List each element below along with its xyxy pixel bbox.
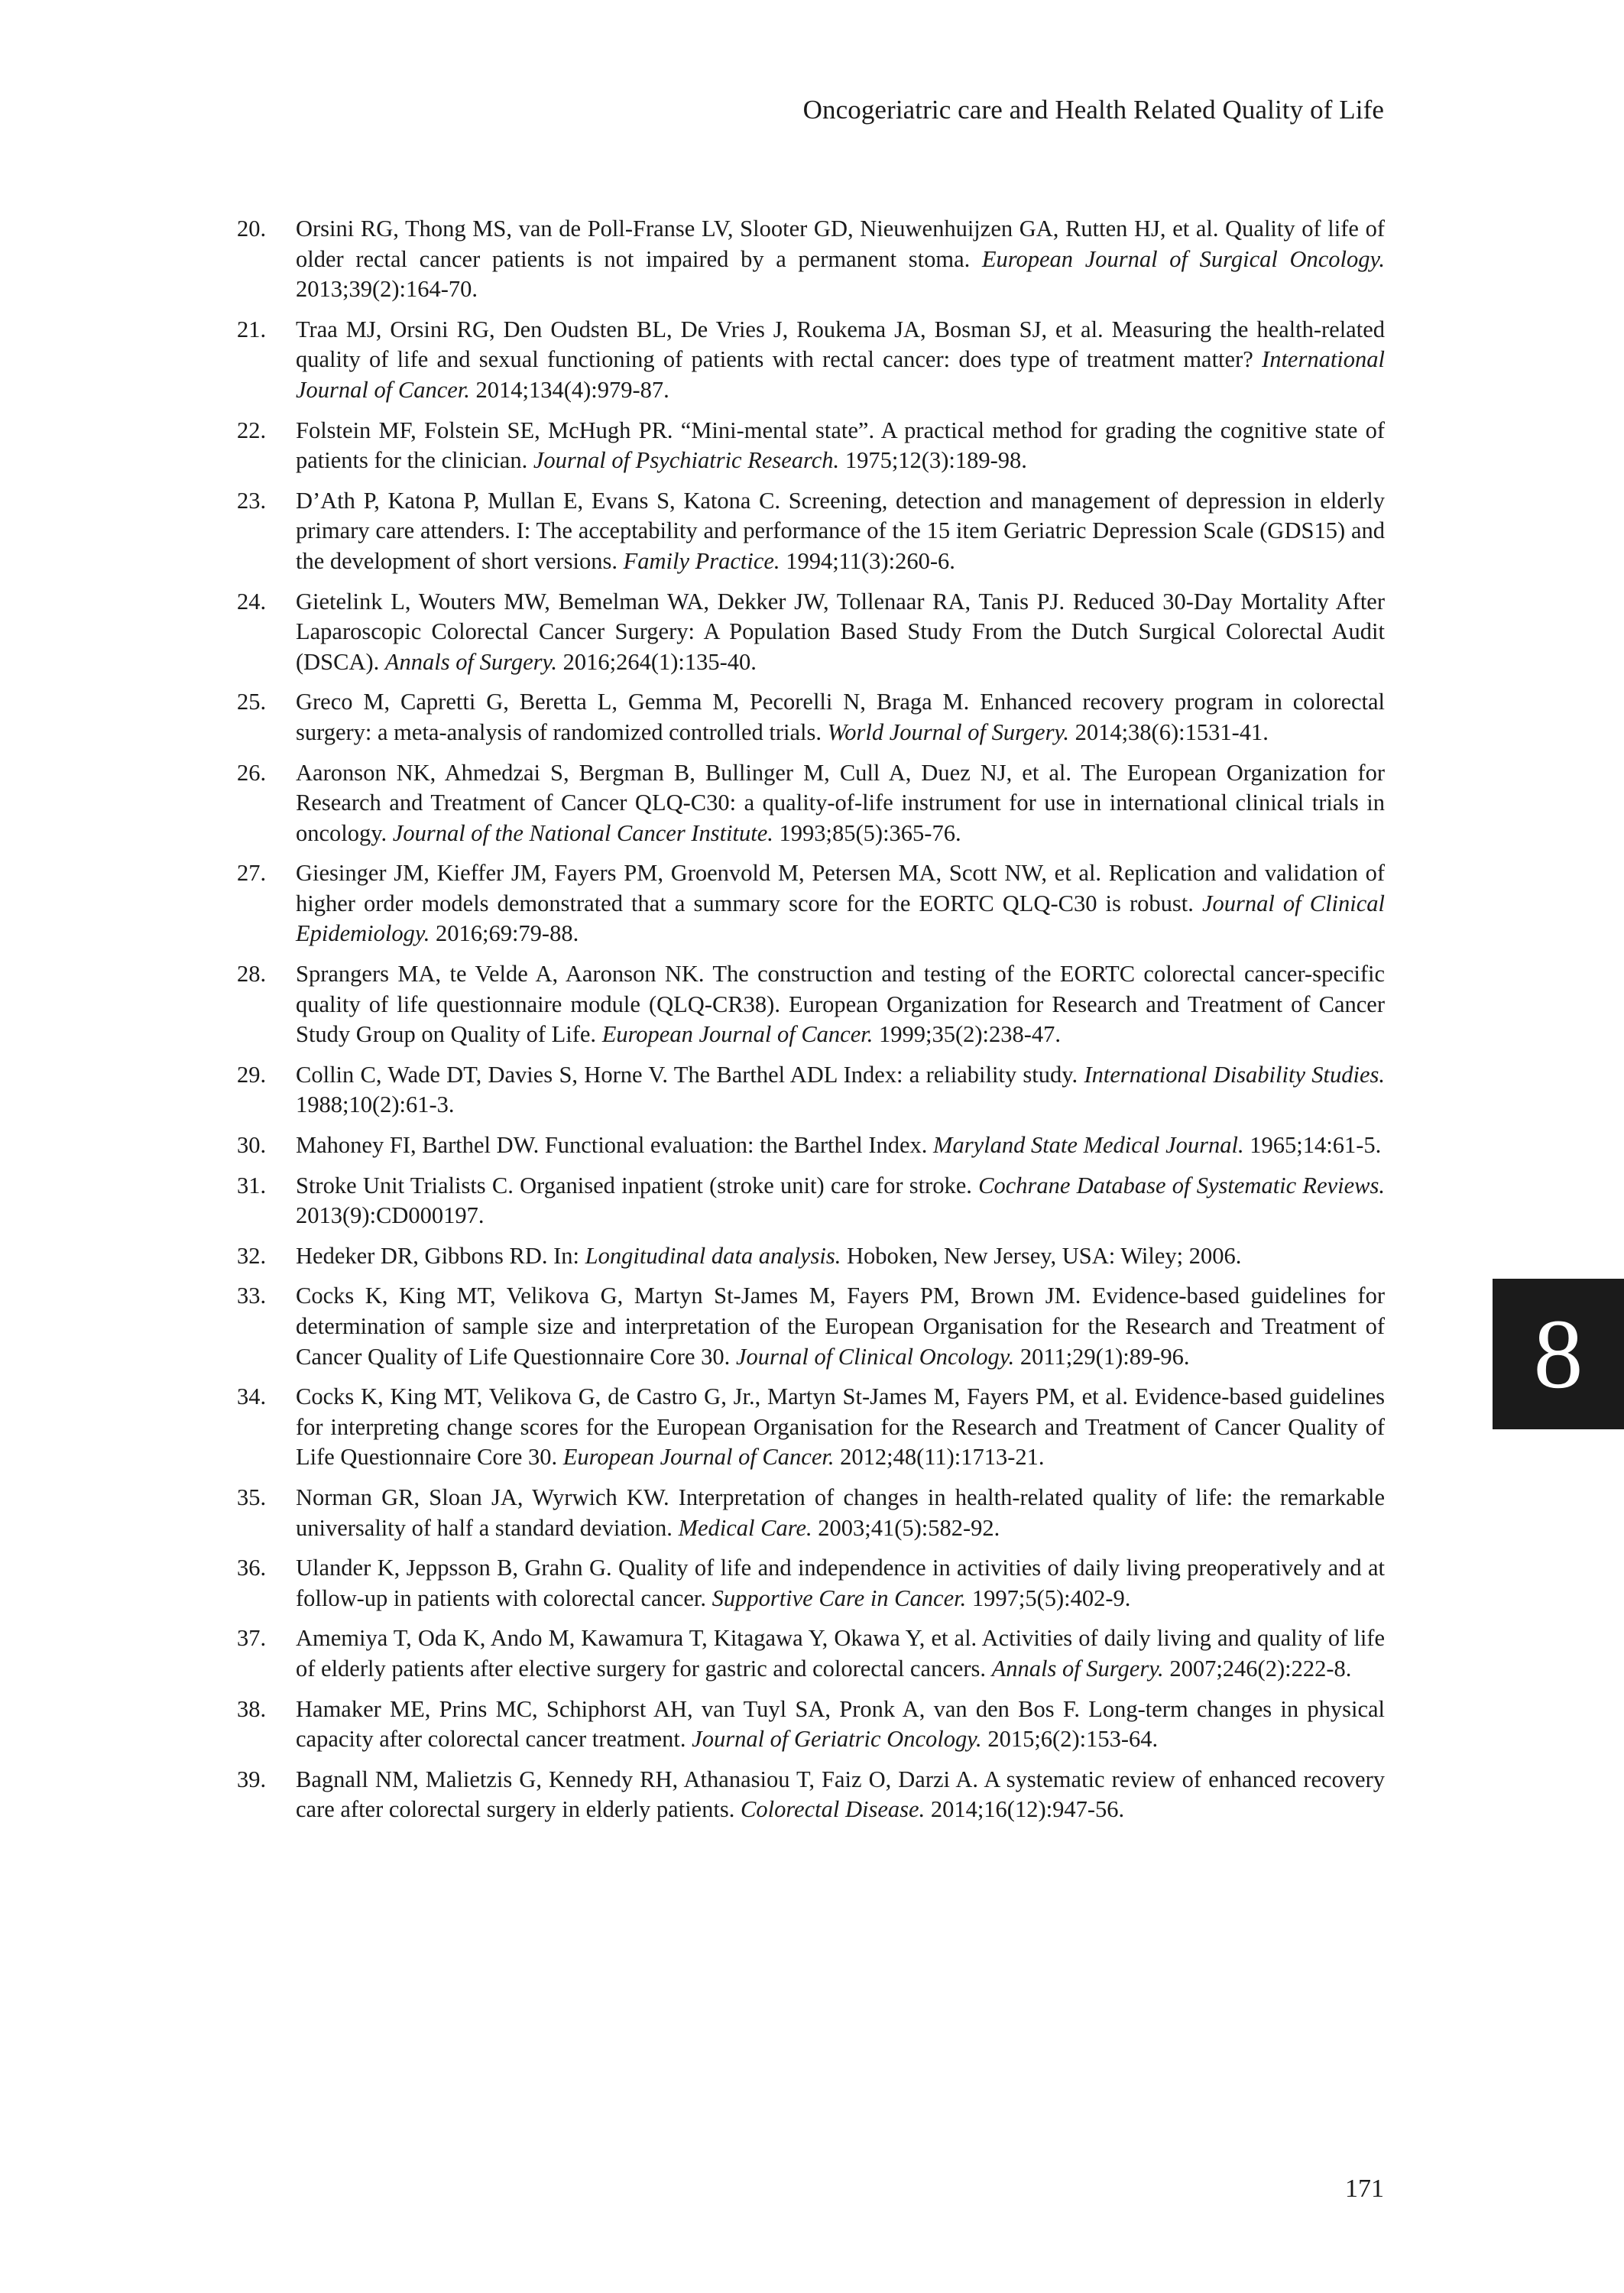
reference-number: 26. xyxy=(237,759,267,786)
reference-number: 23. xyxy=(237,487,267,514)
reference-authors-title: Giesinger JM, Kieffer JM, Fayers PM, Groenvold M, Petersen MA, Scott NW, et al. Replication and validation of higher order models demonstrated that a summary score for the EORTC QLQ-C30 is robust. xyxy=(296,860,1385,916)
reference-authors-title: Hedeker DR, Gibbons RD. In: xyxy=(296,1242,585,1269)
reference-number: 30. xyxy=(237,1132,267,1159)
reference-number: 33. xyxy=(237,1283,267,1309)
reference-authors-title: Traa MJ, Orsini RG, Den Oudsten BL, De Vries J, Roukema JA, Bosman SJ, et al. Measuring the health-related quality of life and sexual functioning of patients with rectal cancer: does type of treatment matter? xyxy=(296,316,1385,373)
reference-journal: European Journal of Surgical Oncology. xyxy=(981,245,1386,272)
reference-journal: Journal of Clinical Oncology. xyxy=(735,1343,1015,1370)
reference-citation: 2011;29(1):89-96. xyxy=(1014,1343,1190,1370)
reference-citation: 2007;246(2):222-8. xyxy=(1163,1655,1352,1682)
reference-authors-title: Hamaker ME, Prins MC, Schiphorst AH, van Tuyl SA, Pronk A, van den Bos F. Long-term changes in physical capacity after colorectal cancer treatment. xyxy=(296,1695,1385,1753)
reference-authors-title: D’Ath P, Katona P, Mullan E, Evans S, Katona C. Screening, detection and management of depression in elderly primary care attenders. I: The acceptability and performance of the 15 item Geriatric Depression Scale (GDS15) and the development of short versions. xyxy=(296,487,1385,574)
reference-journal: Maryland State Medical Journal. xyxy=(933,1132,1244,1159)
reference-authors-title: Ulander K, Jeppsson B, Grahn G. Quality of life and independence in activities of daily living preoperatively and at follow-up in patients with colorectal cancer. xyxy=(296,1555,1385,1611)
reference-item xyxy=(237,1130,1385,1161)
running-header: Oncogeriatric care and Health Related Quality of Life xyxy=(802,95,1384,125)
reference-authors-title: Collin C, Wade DT, Davies S, Horne V. The Barthel ADL Index: a reliability study. xyxy=(296,1061,1084,1088)
reference-citation: 2015;6(2):153-64. xyxy=(981,1726,1159,1753)
reference-citation: 1997;5(5):402-9. xyxy=(966,1584,1131,1611)
reference-citation: 2014;16(12):947-56. xyxy=(925,1796,1125,1823)
reference-number: 24. xyxy=(237,588,267,615)
reference-authors-title: Folstein MF, Folstein SE, McHugh PR. “Mini-mental state”. A practical method for grading the cognitive state of patients for the clinician. xyxy=(296,417,1385,474)
reference-journal: European Journal of Cancer. xyxy=(601,1021,874,1048)
reference-authors-title: Cocks K, King MT, Velikova G, Martyn St-James M, Fayers PM, Brown JM. Evidence-based guidelines for determination of sample size and interpretation of the European Organisation for the Research and Treatment of Cancer Quality of Life Questionnaire Core 30. xyxy=(296,1283,1385,1370)
reference-citation: 2012;48(11):1713-21. xyxy=(834,1444,1045,1471)
reference-item xyxy=(237,214,1385,305)
chapter-number: 8 xyxy=(1533,1299,1583,1409)
reference-item xyxy=(237,1553,1385,1614)
reference-number: 35. xyxy=(237,1484,267,1510)
reference-number: 25. xyxy=(237,689,267,715)
reference-journal: Journal of Geriatric Oncology. xyxy=(692,1726,982,1753)
reference-journal: Medical Care. xyxy=(678,1514,812,1541)
reference-number: 31. xyxy=(237,1172,267,1198)
reference-citation: 1965;14:61-5. xyxy=(1243,1132,1382,1159)
reference-item xyxy=(237,486,1385,577)
reference-number: 32. xyxy=(237,1242,267,1269)
chapter-tab xyxy=(1493,1279,1624,1429)
reference-citation: 1999;35(2):238-47. xyxy=(873,1021,1062,1048)
reference-journal: Annals of Surgery. xyxy=(991,1655,1164,1682)
reference-number: 27. xyxy=(237,860,267,887)
reference-item xyxy=(237,416,1385,476)
reference-number: 28. xyxy=(237,961,267,988)
reference-journal: Supportive Care in Cancer. xyxy=(712,1584,967,1611)
reference-journal: International Journal of Cancer. xyxy=(296,346,1385,403)
reference-journal: Colorectal Disease. xyxy=(741,1796,925,1823)
reference-number: 29. xyxy=(237,1061,267,1088)
reference-journal: Journal of the National Cancer Institute. xyxy=(392,819,773,846)
reference-item xyxy=(237,959,1385,1050)
reference-number: 34. xyxy=(237,1383,267,1410)
reference-number: 36. xyxy=(237,1555,267,1581)
reference-number: 39. xyxy=(237,1766,267,1792)
reference-authors-title: Mahoney FI, Barthel DW. Functional evaluation: the Barthel Index. xyxy=(296,1132,934,1159)
reference-item xyxy=(237,1281,1385,1372)
reference-journal: Journal of Clinical Epidemiology. xyxy=(296,890,1385,947)
reference-journal: Family Practice. xyxy=(623,547,780,574)
reference-journal: Annals of Surgery. xyxy=(384,648,557,675)
reference-authors-title: Gietelink L, Wouters MW, Bemelman WA, Dekker JW, Tollenaar RA, Tanis PJ. Reduced 30-Day Mortality After Laparoscopic Colorectal Cancer Surgery: A Population Based Study From the Dutch Surgical Colorectal Audit (DSCA). xyxy=(296,588,1385,675)
reference-journal: Longitudinal data analysis. xyxy=(585,1242,841,1269)
reference-citation: 1975;12(3):189-98. xyxy=(839,447,1027,474)
page-number: 171 xyxy=(1345,2175,1384,2203)
reference-item xyxy=(237,1382,1385,1473)
reference-authors-title: Orsini RG, Thong MS, van de Poll-Franse LV, Slooter GD, Nieuwenhuijzen GA, Rutten HJ, et al. Quality of life of older rectal cancer patients is not impaired by a permanent stoma. xyxy=(296,216,1385,272)
reference-number: 20. xyxy=(237,216,267,242)
reference-citation: 2014;38(6):1531-41. xyxy=(1068,718,1269,745)
reference-item xyxy=(237,758,1385,849)
reference-citation: Hoboken, New Jersey, USA: Wiley; 2006. xyxy=(841,1242,1242,1269)
reference-item xyxy=(237,1171,1385,1231)
reference-citation: 2003;41(5):582-92. xyxy=(812,1514,1000,1541)
reference-authors-title: Sprangers MA, te Velde A, Aaronson NK. The construction and testing of the EORTC colorectal cancer-specific quality of life questionnaire module (QLQ-CR38). European Organization for Research and Treatment of Cancer Study Group on Quality of Life. xyxy=(296,961,1385,1048)
reference-citation: 2013;39(2):164-70. xyxy=(296,276,478,303)
reference-authors-title: Bagnall NM, Malietzis G, Kennedy RH, Athanasiou T, Faiz O, Darzi A. A systematic review of enhanced recovery care after colorectal surgery in elderly patients. xyxy=(296,1766,1385,1823)
reference-item xyxy=(237,1695,1385,1755)
reference-citation: 2014;134(4):979-87. xyxy=(469,376,669,403)
reference-authors-title: Amemiya T, Oda K, Ando M, Kawamura T, Kitagawa Y, Okawa Y, et al. Activities of daily living and quality of life of elderly patients after elective surgery for gastric and colorectal cancers. xyxy=(296,1625,1385,1682)
reference-item xyxy=(237,1060,1385,1121)
reference-item xyxy=(237,858,1385,949)
reference-item xyxy=(237,1241,1385,1272)
reference-authors-title: Greco M, Capretti G, Beretta L, Gemma M, Pecorelli N, Braga M. Enhanced recovery program in colorectal surgery: a meta-analysis of randomized controlled trials. xyxy=(296,689,1385,745)
reference-authors-title: Aaronson NK, Ahmedzai S, Bergman B, Bullinger M, Cull A, Duez NJ, et al. The European Organization for Research and Treatment of Cancer QLQ-C30: a quality-of-life instrument for use in international clinical trials in oncology. xyxy=(296,759,1385,846)
reference-citation: 2016;69:79-88. xyxy=(430,920,579,947)
reference-number: 37. xyxy=(237,1625,267,1652)
reference-number: 38. xyxy=(237,1695,267,1722)
reference-journal: World Journal of Surgery. xyxy=(827,718,1069,745)
reference-list xyxy=(237,214,1385,1835)
reference-citation: 1994;11(3):260-6. xyxy=(780,547,955,574)
reference-journal: European Journal of Cancer. xyxy=(562,1444,835,1471)
reference-item xyxy=(237,1623,1385,1684)
reference-authors-title: Cocks K, King MT, Velikova G, de Castro G, Jr., Martyn St-James M, Fayers PM, et al. Evidence-based guidelines for interpreting change scores for the European Organisation for the Research and Treatment of Cancer Quality of Life Questionnaire Core 30. xyxy=(296,1383,1385,1471)
reference-item xyxy=(237,687,1385,748)
reference-authors-title: Stroke Unit Trialists C. Organised inpatient (stroke unit) care for stroke. xyxy=(296,1172,979,1198)
reference-item xyxy=(237,587,1385,678)
reference-number: 22. xyxy=(237,417,267,443)
reference-journal: International Disability Studies. xyxy=(1084,1061,1385,1088)
reference-citation: 2013(9):CD000197. xyxy=(296,1202,485,1229)
reference-citation: 1988;10(2):61-3. xyxy=(296,1091,455,1118)
reference-item xyxy=(237,315,1385,406)
reference-citation: 1993;85(5):365-76. xyxy=(773,819,961,846)
reference-authors-title: Norman GR, Sloan JA, Wyrwich KW. Interpretation of changes in health-related quality of life: the remarkable universality of half a standard deviation. xyxy=(296,1484,1385,1541)
reference-citation: 2016;264(1):135-40. xyxy=(557,648,757,675)
reference-number: 21. xyxy=(237,316,267,342)
reference-journal: Cochrane Database of Systematic Reviews. xyxy=(978,1172,1385,1198)
reference-journal: Journal of Psychiatric Research. xyxy=(533,447,840,474)
reference-item xyxy=(237,1483,1385,1543)
reference-item xyxy=(237,1765,1385,1825)
